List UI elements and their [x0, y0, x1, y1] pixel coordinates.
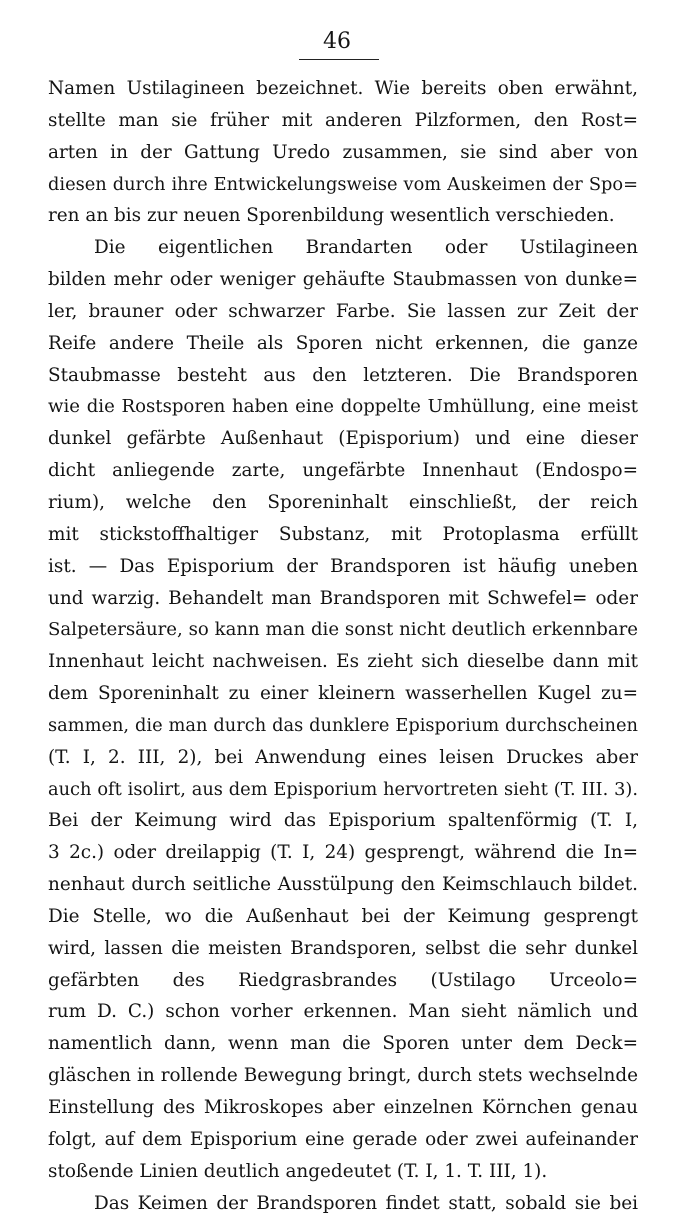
text-line: Reife andere Theile als Sporen nicht erkennen, die ganze: [48, 332, 638, 354]
text-line: namentlich dann, wenn man die Sporen unter dem Deck=: [48, 1033, 638, 1055]
text-line: dicht anliegende zarte, ungefärbte Innenhaut (Endospo=: [48, 460, 638, 482]
header-rule: [299, 59, 379, 60]
text-line: Die Stelle, wo die Außenhaut bei der Keimung gesprengt: [48, 905, 638, 927]
text-line: diesen durch ihre Entwickelungsweise vom Auskeimen der Spo=: [48, 173, 638, 195]
text-line: Einstellung des Mikroskopes aber einzelnen Körnchen genau: [48, 1097, 638, 1118]
text-line: Namen Ustilagineen bezeichnet. Wie bereits oben erwähnt,: [48, 78, 638, 99]
text-line: stoßende Linien deutlich angedeutet (T. I, 1. T. III, 1).: [48, 1160, 548, 1182]
text-line: ren an bis zur neuen Sporenbildung wesentlich verschieden.: [48, 205, 615, 227]
body-text: [48, 73, 638, 1219]
text-line: Staubmasse besteht aus den letzteren. Die Brandsporen: [48, 364, 638, 386]
text-line: Die eigentlichen Brandarten oder Ustilagineen: [94, 237, 638, 259]
text-line: Bei der Keimung wird das Episporium spaltenförmig (T. I,: [48, 810, 638, 832]
text-line: rum D. C.) schon vorher erkennen. Man sieht nämlich und: [48, 1001, 638, 1023]
text-line: ler, brauner oder schwarzer Farbe. Sie lassen zur Zeit der: [48, 300, 638, 322]
text-line: mit stickstoffhaltiger Substanz, mit Protoplasma erfüllt: [48, 523, 638, 545]
text-line: 3 2c.) oder dreilappig (T. I, 24) gesprengt, während die In=: [48, 842, 638, 864]
text-line: nenhaut durch seitliche Ausstülpung den Keimschlauch bildet.: [48, 874, 638, 896]
page-number: 46: [323, 29, 351, 54]
text-line: gefärbten des Riedgrasbrandes (Ustilago Urceolo=: [48, 969, 638, 991]
text-line: stellte man sie früher mit anderen Pilzformen, den Rost=: [48, 109, 638, 131]
text-line: auch oft isolirt, aus dem Episporium hervortreten sieht (T. III. 3).: [48, 778, 638, 800]
text-line: bilden mehr oder weniger gehäufte Staubmassen von dunke=: [48, 269, 638, 291]
text-line: folgt, auf dem Episporium eine gerade oder zwei aufeinander: [48, 1128, 638, 1150]
text-line: Innenhaut leicht nachweisen. Es zieht sich dieselbe dann mit: [48, 651, 638, 673]
text-line: dunkel gefärbte Außenhaut (Episporium) und eine dieser: [48, 428, 638, 450]
text-line: sammen, die man durch das dunklere Episporium durchscheinen: [48, 714, 638, 736]
text-line: (T. I, 2. III, 2), bei Anwendung eines leisen Druckes aber: [48, 746, 638, 768]
text-line: rium), welche den Sporeninhalt einschließt, der reich: [48, 491, 638, 513]
text-line: gläschen in rollende Bewegung bringt, durch stets wechselnde: [48, 1065, 638, 1087]
text-line: Das Keimen der Brandsporen findet statt, sobald sie bei: [94, 1192, 638, 1214]
text-line: wird, lassen die meisten Brandsporen, selbst die sehr dunkel: [48, 937, 638, 959]
text-line: und warzig. Behandelt man Brandsporen mit Schwefel= oder: [48, 587, 638, 609]
text-line: wie die Rostsporen haben eine doppelte Umhüllung, eine meist: [48, 396, 638, 418]
text-line: Salpetersäure, so kann man die sonst nicht deutlich erkennbare: [48, 619, 638, 641]
text-line: dem Sporeninhalt zu einer kleinern wasserhellen Kugel zu=: [48, 683, 638, 705]
text-line: ist. — Das Episporium der Brandsporen ist häufig uneben: [48, 555, 638, 577]
text-line: arten in der Gattung Uredo zusammen, sie sind aber von: [48, 141, 638, 163]
